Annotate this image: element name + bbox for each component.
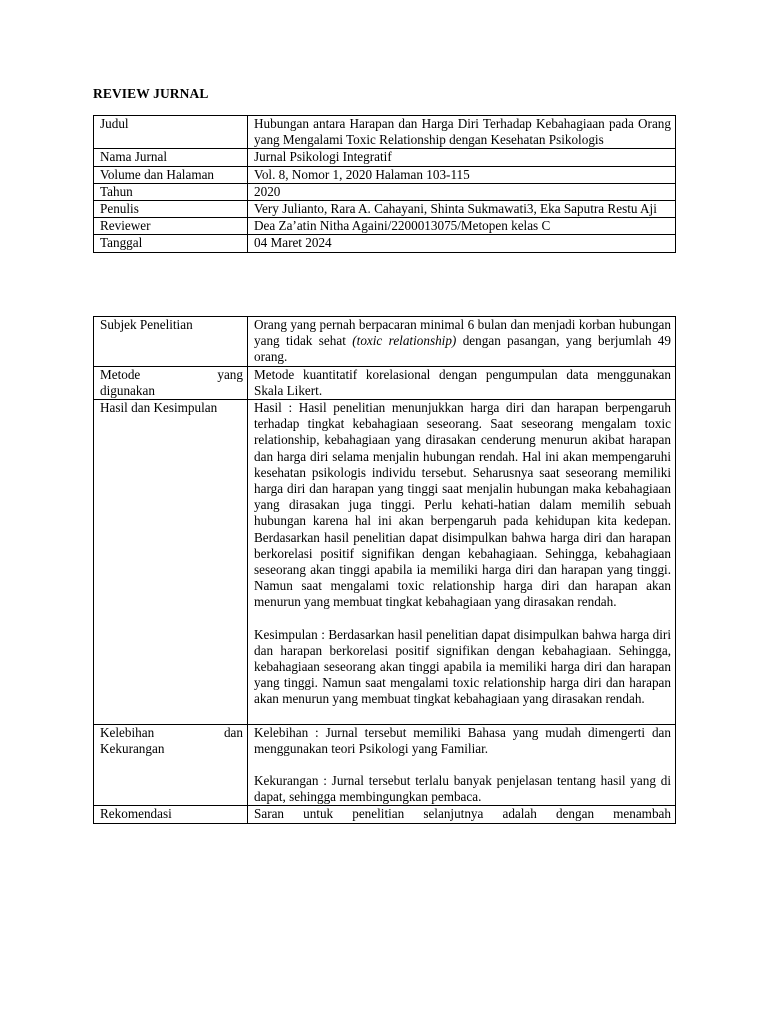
table-row-subjek — [94, 317, 676, 367]
meta-label: Judul — [94, 116, 248, 149]
meta-value: Very Julianto, Rara A. Cahayani, Shinta Sukmawati3, Eka Saputra Restu Aji — [248, 201, 676, 218]
subjek-label: Subjek Penelitian — [94, 317, 248, 367]
rekomendasi-value: Saran untuk penelitian selanjutnya adalah dengan menambah — [248, 806, 676, 823]
kelebihan-label-line1: Kelebihan dan — [100, 724, 243, 740]
hasil-value — [248, 400, 676, 725]
table-row-metode — [94, 366, 676, 399]
page-title: REVIEW JURNAL — [93, 86, 209, 101]
table-row — [94, 235, 676, 252]
table-row-rekomendasi — [94, 806, 676, 823]
meta-label: Volume dan Halaman — [94, 166, 248, 183]
review-table — [93, 316, 676, 824]
kekurangan-paragraph: Kekurangan : Jurnal tersebut terlalu banyak penjelasan tentang hasil yang di dapat, sehingga membingungkan pembaca. — [254, 773, 671, 805]
meta-label: Tanggal — [94, 235, 248, 252]
table-row — [94, 149, 676, 166]
metode-label-line1: Metode yang — [100, 366, 243, 382]
metode-label — [94, 366, 248, 399]
journal-info-table — [93, 115, 676, 253]
subjek-italic-text: (toxic relationship) — [352, 333, 457, 349]
table-row-hasil — [94, 400, 676, 725]
meta-label: Nama Jurnal — [94, 149, 248, 166]
kelebihan-label-line2: Kekurangan — [100, 740, 165, 756]
subjek-value — [248, 317, 676, 367]
table-row — [94, 166, 676, 183]
metode-label-line2: digunakan — [100, 382, 155, 398]
meta-value: Jurnal Psikologi Integratif — [248, 149, 676, 166]
kelebihan-value — [248, 724, 676, 806]
rekomendasi-label: Rekomendasi — [94, 806, 248, 823]
meta-value: Vol. 8, Nomor 1, 2020 Halaman 103-115 — [248, 166, 676, 183]
table-row — [94, 201, 676, 218]
table-row — [94, 116, 676, 149]
meta-value: Hubungan antara Harapan dan Harga Diri Terhadap Kebahagiaan pada Orang yang Mengalami Toxic Relationship dengan Kesehatan Psikologis — [248, 116, 676, 149]
subjek-text-end: dengan pasangan, yang berjumlah 49 orang. — [254, 333, 671, 365]
hasil-paragraph: Hasil : Hasil penelitian menunjukkan harga diri dan harapan berpengaruh terhadap tingkat kebahagiaan seseorang. Saat seseorang mengalam toxic relationship, kebahagiaan yang dirasakan cenderung menurun akibat harapan dan harga diri selama menjalin hubungan rendah. Hal ini akan mempengaruhi kesehatan psikologis individu tersebut. Seharusnya saat seseorang memiliki harga diri dan harapan yang tinggi saat menjalin hubungan maka kebahagiaan yang dirasakan juga tinggi. Perlu kehati-hatian dalam memilih sebuah hubungan karena hal ini akan berpengaruh pada kehidupan kita kedepan. Berdasarkan hasil penelitian dapat disimpulkan bahwa harga diri dan harapan berkorelasi positif signifikan dengan kebahagiaan. Sehingga, kebahagiaan seseorang akan tinggi apabila ia memiliki harga diri dan harapan yang tinggi. Namun saat mengalami toxic relationship harga diri dan harapan akan menurun yang membuat tingkat kebahagiaan yang dirasakan rendah. — [254, 400, 671, 610]
meta-value: 04 Maret 2024 — [248, 235, 676, 252]
table-row — [94, 183, 676, 200]
kelebihan-paragraph: Kelebihan : Jurnal tersebut memiliki Bahasa yang mudah dimengerti dan menggunakan teori Psikologi yang Familiar. — [254, 724, 671, 756]
kesimpulan-paragraph: Kesimpulan : Berdasarkan hasil penelitian dapat disimpulkan bahwa harga diri dan harapan berkorelasi positif signifikan dengan kebahagiaan. Sehingga, kebahagiaan seseorang akan tinggi apabila ia memiliki harga diri dan harapan yang tinggi. Namun saat mengalami toxic relationship harga diri dan harapan akan menurun yang membuat tingkat kebahagiaan yang dirasakan rendah. — [254, 626, 671, 707]
table-row-kelebihan — [94, 724, 676, 806]
meta-value: 2020 — [248, 183, 676, 200]
metode-value: Metode kuantitatif korelasional dengan pengumpulan data menggunakan Skala Likert. — [248, 366, 676, 399]
kelebihan-label — [94, 724, 248, 806]
hasil-label: Hasil dan Kesimpulan — [94, 400, 248, 725]
meta-value: Dea Za’atin Nitha Againi/2200013075/Metopen kelas C — [248, 218, 676, 235]
meta-label: Penulis — [94, 201, 248, 218]
meta-label: Reviewer — [94, 218, 248, 235]
meta-label: Tahun — [94, 183, 248, 200]
table-row — [94, 218, 676, 235]
subjek-text: Orang yang pernah berpacaran minimal 6 bulan dan menjadi korban hubungan yang tidak sehat — [254, 317, 671, 349]
